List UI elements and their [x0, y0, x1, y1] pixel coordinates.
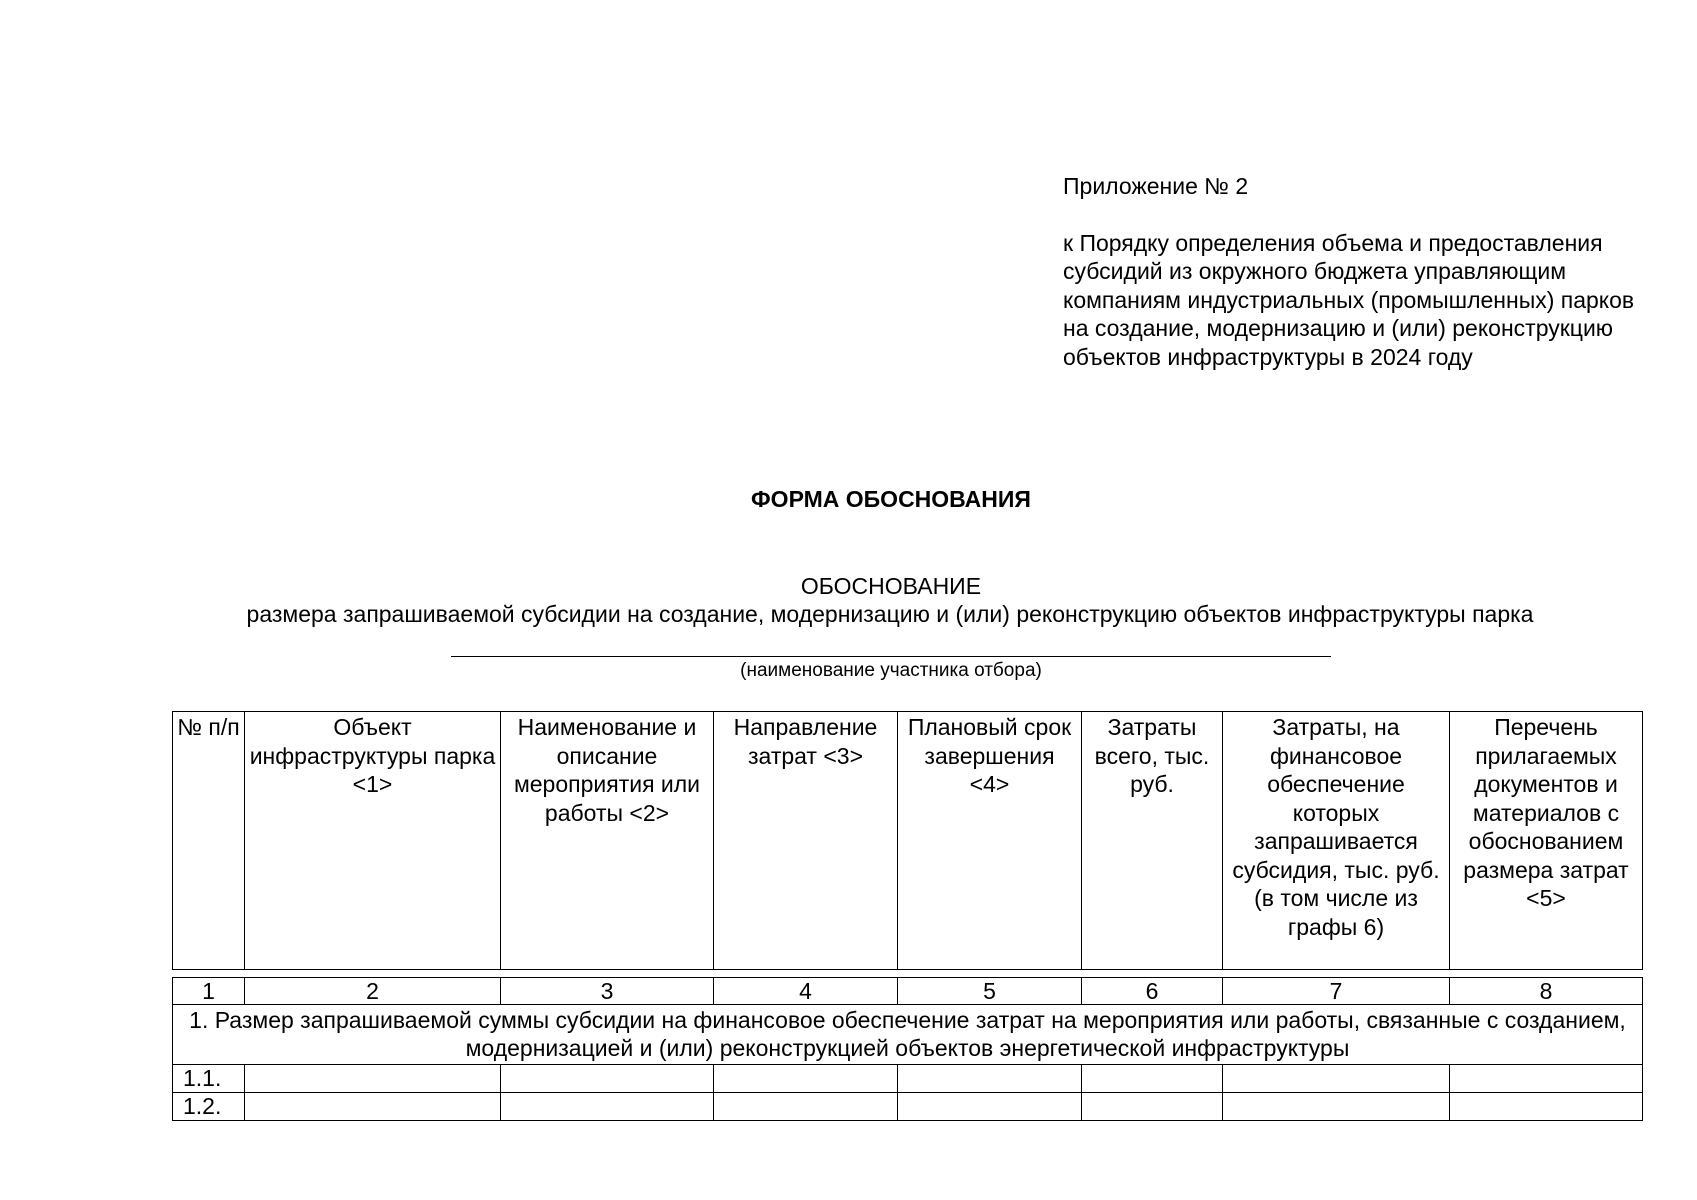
column-numbers-row [173, 978, 1643, 1005]
table-cell [898, 1093, 1082, 1121]
header-row [173, 712, 1643, 970]
column-number: 7 [1223, 978, 1450, 1005]
justification-table-header [172, 711, 1643, 970]
table-cell [898, 1065, 1082, 1093]
appendix-block [1063, 172, 1643, 371]
row-index: 1.1. [173, 1065, 245, 1093]
table-cell [245, 1093, 501, 1121]
justification-table-body [172, 977, 1643, 1121]
row-index: 1.2. [173, 1093, 245, 1121]
column-number: 8 [1450, 978, 1643, 1005]
table-cell [1082, 1093, 1223, 1121]
table-cell [714, 1065, 898, 1093]
section-row [173, 1005, 1643, 1065]
header-cell: Затраты, на финансовое обеспечение которых запрашивается субсидия, тыс. руб. (в том числе из графы 6) [1223, 712, 1450, 970]
appendix-number: Приложение № 2 [1063, 173, 1249, 199]
column-number: 2 [245, 978, 501, 1005]
header-cell: № п/п [173, 712, 245, 970]
table-cell [714, 1093, 898, 1121]
column-number: 5 [898, 978, 1082, 1005]
table-cell [1223, 1093, 1450, 1121]
section-title: 1. Размер запрашиваемой суммы субсидии на финансовое обеспечение затрат на мероприятия или работы, связанные с созданием, модернизацией и (или) реконструкцией объектов энергетической инфраструктуры [173, 1005, 1643, 1065]
form-title: ФОРМА ОБОСНОВАНИЯ [751, 486, 1031, 512]
table-cell [1450, 1065, 1643, 1093]
header-cell: Перечень прилагаемых документов и материалов с обоснованием размера затрат <5> [1450, 712, 1643, 970]
appendix-text: к Порядку определения объема и предоставления субсидий из окружного бюджета управляющим компаниям индустриальных (промышленных) парков на создание, модернизацию и (или) реконструкцию объектов инфраструктуры в 2024 году [1063, 229, 1635, 370]
document-title: ОБОСНОВАНИЕ [800, 573, 982, 599]
table-cell [245, 1065, 501, 1093]
table-cell [1082, 1065, 1223, 1093]
participant-name-line [451, 656, 1331, 657]
table-row [173, 1065, 1643, 1093]
table-cell [1450, 1093, 1643, 1121]
column-number: 1 [173, 978, 245, 1005]
table-cell [501, 1065, 714, 1093]
header-cell: Объект инфраструктуры парка <1> [245, 712, 501, 970]
table-row [173, 1093, 1643, 1121]
document-subtitle: размера запрашиваемой субсидии на создание, модернизацию и (или) реконструкцию объектов инфраструктуры парка [246, 601, 1534, 627]
participant-caption: (наименование участника отбора) [740, 660, 1042, 681]
header-cell: Наименование и описание мероприятия или работы <2> [501, 712, 714, 970]
column-number: 4 [714, 978, 898, 1005]
column-number: 6 [1082, 978, 1223, 1005]
header-cell: Направление затрат <3> [714, 712, 898, 970]
table-cell [1223, 1065, 1450, 1093]
column-number: 3 [501, 978, 714, 1005]
table-cell [501, 1093, 714, 1121]
header-cell: Затраты всего, тыс. руб. [1082, 712, 1223, 970]
header-cell: Плановый срок завершения <4> [898, 712, 1082, 970]
